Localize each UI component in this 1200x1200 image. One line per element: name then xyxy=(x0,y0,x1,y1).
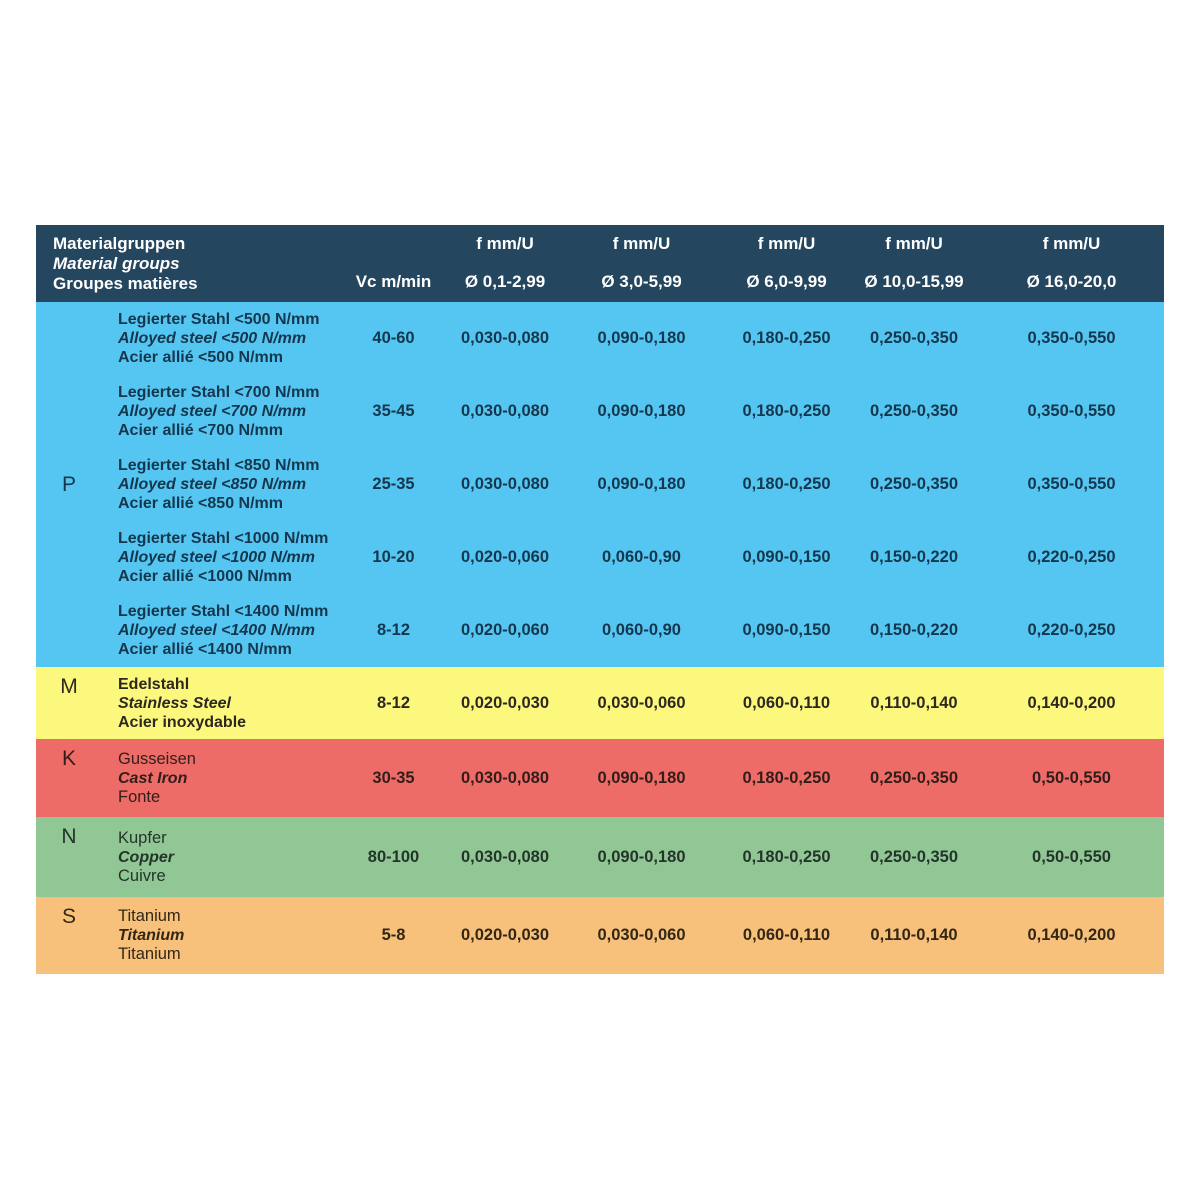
material-name-en: Alloyed steel <700 N/mm xyxy=(118,403,307,420)
material-name-de: Titanium xyxy=(118,907,181,925)
material-cell xyxy=(116,448,336,521)
table-row xyxy=(36,817,1164,897)
group-letter-n: N xyxy=(61,825,77,848)
material-cell xyxy=(116,375,336,448)
table-row xyxy=(36,739,1164,817)
feed-value: 0,110-0,140 xyxy=(870,926,958,944)
header-title-de: Materialgruppen xyxy=(53,234,186,253)
material-name-en: Titanium xyxy=(118,927,185,944)
feed-value: 0,50-0,550 xyxy=(1032,768,1111,787)
feed-value: 0,030-0,080 xyxy=(460,475,550,493)
feed-value: 0,060-0,110 xyxy=(742,926,831,944)
diameter-range-label: Ø 0,1-2,99 xyxy=(464,272,546,291)
material-name-fr: Titanium xyxy=(118,945,181,963)
feed-value: 0,090-0,180 xyxy=(597,329,686,347)
feed-value: 0,180-0,250 xyxy=(742,475,831,493)
feed-column-header-1 xyxy=(451,225,559,302)
feed-value: 0,180-0,250 xyxy=(742,847,831,866)
feed-value: 0,030-0,080 xyxy=(460,402,550,420)
vc-column-header: Vc m/min xyxy=(355,272,432,291)
group-letter-s: S xyxy=(61,905,76,928)
table-row xyxy=(36,897,1164,974)
feed-value: 0,180-0,250 xyxy=(742,768,831,787)
feed-value: 0,140-0,200 xyxy=(1027,926,1116,944)
feed-value: 0,180-0,250 xyxy=(742,329,831,347)
feed-value: 0,060-0,90 xyxy=(602,621,681,639)
feed-value: 0,220-0,250 xyxy=(1027,548,1116,566)
feed-value: 0,150-0,220 xyxy=(869,621,959,639)
header-title-fr: Groupes matières xyxy=(53,274,198,293)
diameter-range-label: Ø 3,0-5,99 xyxy=(601,272,682,291)
feed-column-header-2 xyxy=(559,225,724,302)
vc-value: 80-100 xyxy=(367,847,420,866)
material-cell xyxy=(116,302,336,375)
feed-rate-table xyxy=(36,225,1164,974)
feed-value: 0,090-0,150 xyxy=(742,621,831,639)
feed-column-header-5 xyxy=(979,225,1164,302)
vc-value: 5-8 xyxy=(381,926,406,944)
feed-value: 0,030-0,080 xyxy=(460,768,550,787)
material-name-en: Stainless Steel xyxy=(118,694,231,712)
material-name-fr: Acier allié <700 N/mm xyxy=(118,422,283,439)
vc-value: 40-60 xyxy=(372,329,415,347)
feed-column-header-3 xyxy=(724,225,849,302)
group-letter-p: P xyxy=(61,472,76,496)
material-name-de: Legierter Stahl <500 N/mm xyxy=(118,311,320,328)
material-name-de: Legierter Stahl <1000 N/mm xyxy=(118,530,329,547)
material-name-de: Edelstahl xyxy=(118,675,190,693)
feed-value: 0,090-0,180 xyxy=(597,475,686,493)
feed-value: 0,250-0,350 xyxy=(869,402,959,420)
table-row xyxy=(36,375,1164,448)
material-name-en: Cast Iron xyxy=(118,769,188,787)
material-cell xyxy=(116,594,336,667)
feed-value: 0,090-0,180 xyxy=(597,768,686,787)
material-name-fr: Acier allié <500 N/mm xyxy=(118,349,283,366)
material-name-de: Legierter Stahl <850 N/mm xyxy=(118,457,320,474)
material-name-en: Alloyed steel <1400 N/mm xyxy=(118,622,315,639)
feed-value: 0,350-0,550 xyxy=(1027,402,1116,420)
feed-value: 0,090-0,180 xyxy=(597,847,686,866)
material-name-de: Gusseisen xyxy=(118,749,196,768)
material-name-en: Alloyed steel <1000 N/mm xyxy=(118,549,315,566)
table-row xyxy=(36,448,1164,521)
feed-value: 0,350-0,550 xyxy=(1027,475,1116,493)
feed-value: 0,030-0,080 xyxy=(460,847,550,866)
material-name-fr: Acier allié <1400 N/mm xyxy=(118,641,292,658)
feed-value: 0,220-0,250 xyxy=(1027,621,1116,639)
material-name-en: Alloyed steel <850 N/mm xyxy=(118,476,307,493)
feed-value: 0,020-0,060 xyxy=(460,548,550,566)
diameter-range-label: Ø 6,0-9,99 xyxy=(746,272,827,291)
material-name-en: Alloyed steel <500 N/mm xyxy=(118,330,307,347)
material-name-fr: Cuivre xyxy=(118,866,166,885)
feed-column-header-4 xyxy=(849,225,979,302)
material-cell xyxy=(116,667,336,739)
vc-value: 10-20 xyxy=(372,548,415,566)
feed-value: 0,350-0,550 xyxy=(1027,329,1116,347)
vc-value: 8-12 xyxy=(376,621,411,639)
feed-value: 0,060-0,90 xyxy=(602,548,681,566)
feed-unit-label: f mm/U xyxy=(1042,234,1101,253)
material-name-de: Kupfer xyxy=(118,828,167,847)
material-cell xyxy=(116,817,336,897)
material-name-en: Copper xyxy=(118,848,174,866)
vc-value: 35-45 xyxy=(372,402,415,420)
material-name-fr: Acier allié <850 N/mm xyxy=(118,495,283,512)
material-groups-header xyxy=(36,225,336,302)
material-name-fr: Acier allié <1000 N/mm xyxy=(118,568,292,585)
feed-value: 0,180-0,250 xyxy=(742,402,831,420)
feed-value: 0,060-0,110 xyxy=(742,693,831,712)
feed-value: 0,50-0,550 xyxy=(1032,847,1111,866)
group-letter-m: M xyxy=(60,675,78,698)
group-letter-k: K xyxy=(61,747,76,770)
feed-value: 0,250-0,350 xyxy=(869,847,959,866)
feed-unit-label: f mm/U xyxy=(885,234,943,253)
feed-value: 0,020-0,060 xyxy=(460,621,550,639)
table-header-row xyxy=(36,225,1164,302)
material-name-fr: Fonte xyxy=(118,787,161,806)
feed-value: 0,110-0,140 xyxy=(870,693,958,712)
feed-value: 0,030-0,080 xyxy=(460,329,550,347)
table-row xyxy=(36,667,1164,739)
table-row xyxy=(36,521,1164,594)
feed-value: 0,020-0,030 xyxy=(460,926,550,944)
table-row xyxy=(36,594,1164,667)
feed-unit-label: f mm/U xyxy=(612,234,671,253)
feed-value: 0,030-0,060 xyxy=(597,693,686,712)
feed-value: 0,090-0,150 xyxy=(742,548,831,566)
feed-unit-label: f mm/U xyxy=(476,234,534,253)
header-title-en: Material groups xyxy=(53,254,180,273)
feed-value: 0,250-0,350 xyxy=(869,768,959,787)
feed-value: 0,150-0,220 xyxy=(869,548,959,566)
feed-value: 0,250-0,350 xyxy=(869,329,959,347)
material-name-fr: Acier inoxydable xyxy=(118,713,247,731)
material-cell xyxy=(116,739,336,817)
diameter-range-label: Ø 16,0-20,0 xyxy=(1026,272,1117,291)
feed-value: 0,020-0,030 xyxy=(460,693,550,712)
feed-value: 0,140-0,200 xyxy=(1027,693,1116,712)
diameter-range-label: Ø 10,0-15,99 xyxy=(864,272,964,291)
feed-value: 0,250-0,350 xyxy=(869,475,959,493)
feed-value: 0,030-0,060 xyxy=(597,926,686,944)
feed-unit-label: f mm/U xyxy=(757,234,816,253)
vc-value: 25-35 xyxy=(372,475,415,493)
vc-value: 8-12 xyxy=(376,693,411,712)
material-cell xyxy=(116,521,336,594)
vc-value: 30-35 xyxy=(372,768,415,787)
material-cell xyxy=(116,897,336,974)
table-row xyxy=(36,302,1164,375)
material-name-de: Legierter Stahl <1400 N/mm xyxy=(118,603,329,620)
feed-value: 0,090-0,180 xyxy=(597,402,686,420)
material-name-de: Legierter Stahl <700 N/mm xyxy=(118,384,320,401)
